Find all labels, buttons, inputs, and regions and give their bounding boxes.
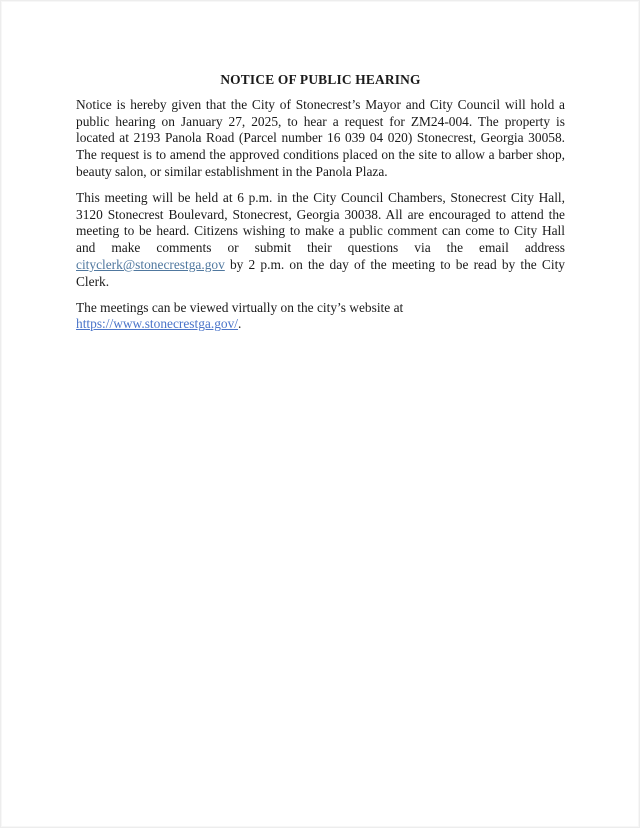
paragraph-hearing-notice: Notice is hereby given that the City of Stonecrest’s Mayor and City Council will hold a public hearing on January 27, 2025, to hear a request for ZM24-004. The property is located at 2193 Panola Road (Parcel number 16 039 04 020) Stonecrest, Georgia 30058. The request is to amend the approved conditions placed on the site to allow a barber shop, beauty salon, or similar establishment in the Panola Plaza. <box>76 96 565 179</box>
meeting-details-text: This meeting will be held at 6 p.m. in the City Council Chambers, Stonecrest City Hall, 3120 Stonecrest Boulevard, Stonecrest, Georgia 30038. All are encouraged to attend the meeting to be heard. Citizens wishing to make a public comment can come to City Hall and make comments or submit their questions via the email address <box>76 189 565 256</box>
meeting-details-text-after: by 2 p.m. on the day of the meeting to be read by the City Clerk. <box>76 256 565 289</box>
paragraph-virtual-viewing <box>76 300 565 334</box>
document-content <box>1 1 639 333</box>
website-link[interactable]: https://www.stonecrestga.gov/ <box>76 316 239 332</box>
virtual-viewing-text-after: . <box>238 316 242 332</box>
virtual-viewing-text: The meetings can be viewed virtually on the city’s website at <box>76 299 407 315</box>
document-title: NOTICE OF PUBLIC HEARING <box>220 72 421 87</box>
paragraph-meeting-details <box>76 190 565 291</box>
email-link[interactable]: cityclerk@stonecrestga.gov <box>76 256 225 272</box>
